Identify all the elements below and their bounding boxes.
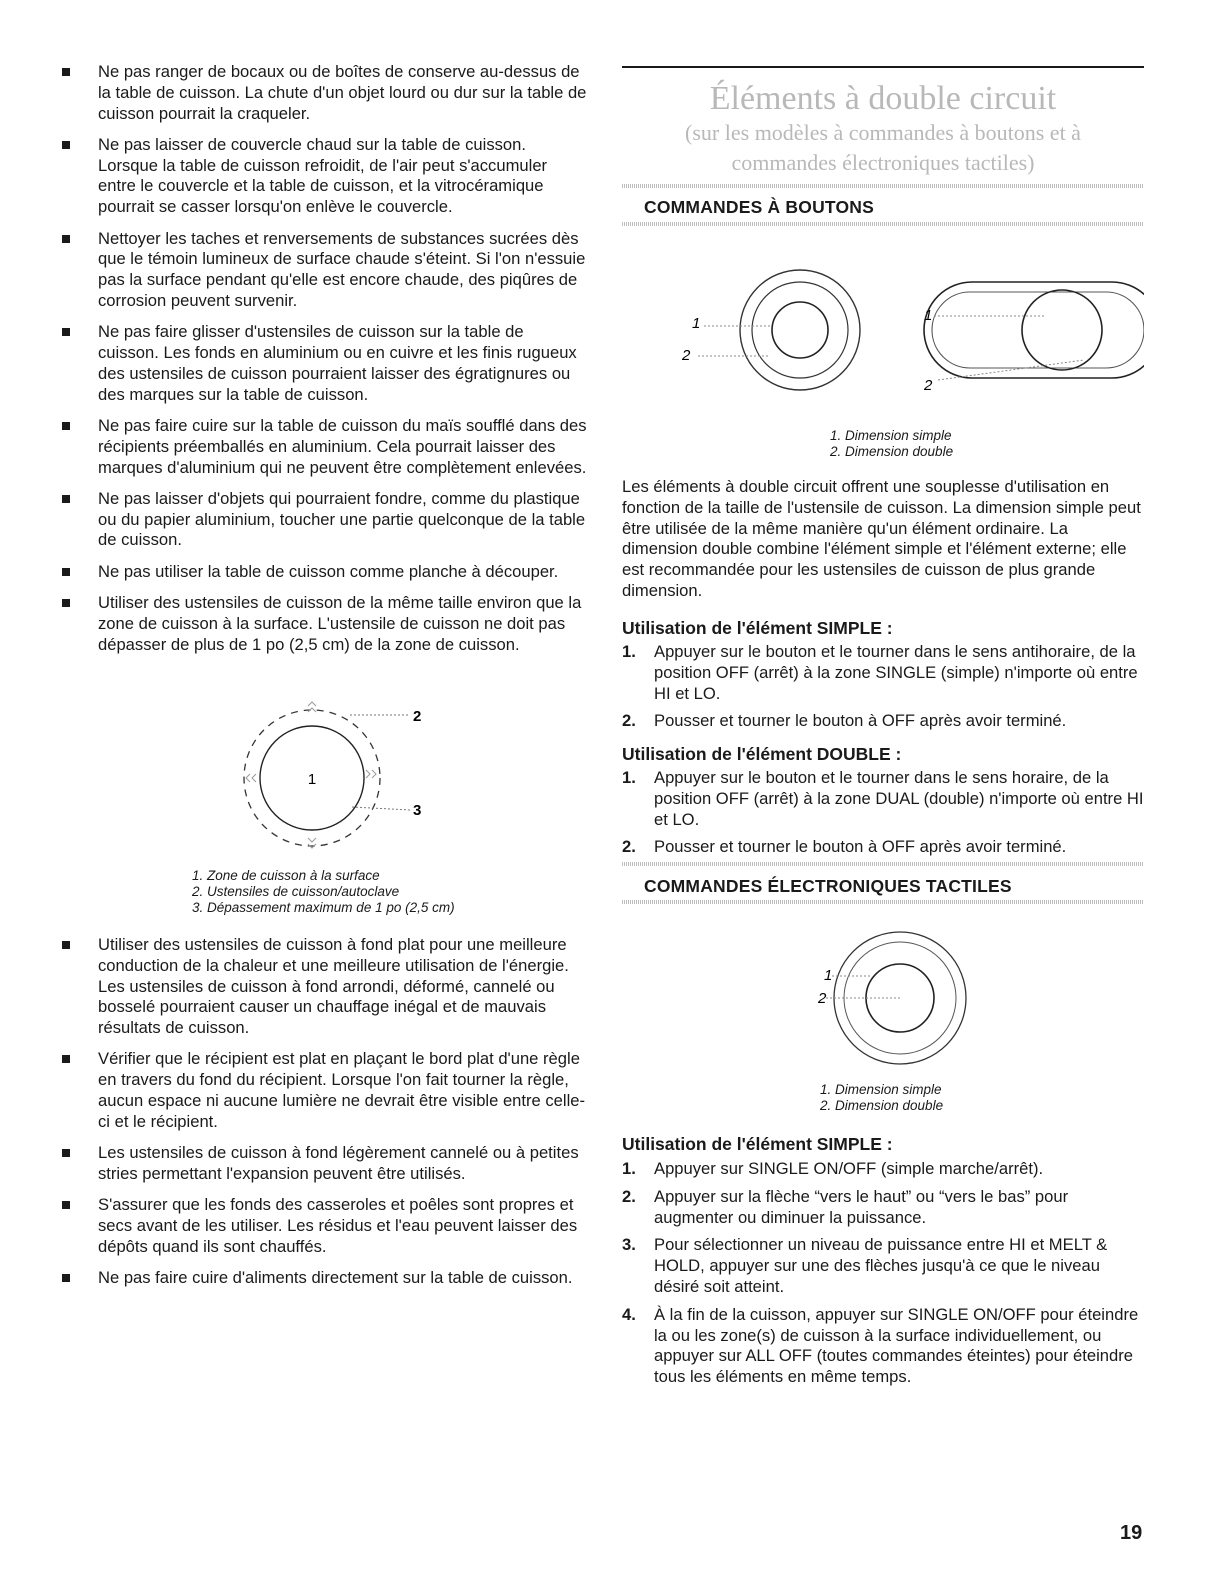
bullet-item [60, 322, 588, 405]
fig-label-1: 1 [824, 967, 833, 984]
touch-controls-heading: COMMANDES ÉLECTRONIQUES TACTILES [644, 876, 1012, 896]
knob-dual-element-diagram [644, 268, 1144, 408]
fig-label-2: 2 [682, 347, 691, 364]
bullet-text: Nettoyer les taches et renversements de substances sucrées dès que le témoin lumineux de surface chaude s'éteint. Si l'on n'essuie pas la surface pendant qu'elle est encore chaude, des piqûres de corrosion peuvent survenir. [98, 228, 586, 310]
hatch-divider [622, 184, 1144, 188]
square-bullet-icon [62, 422, 70, 430]
fig-label-1: 1 [307, 771, 317, 788]
step-item [622, 1235, 1144, 1297]
fig-label-2: 2 [818, 990, 827, 1007]
bullet-item [60, 1268, 588, 1289]
square-bullet-icon [62, 599, 70, 607]
step-number: 1. [622, 642, 636, 661]
square-bullet-icon [62, 328, 70, 336]
step-number: 1. [622, 768, 636, 787]
touch-dual-element-diagram [802, 928, 982, 1068]
hatch-divider [622, 862, 1144, 866]
bullet-text: Ne pas utiliser la table de cuisson comme planche à découper. [98, 561, 559, 581]
bullet-item [60, 489, 588, 551]
caption-line: 1. Dimension simple [820, 1082, 942, 1097]
step-number: 1. [622, 1159, 636, 1178]
step-text: Appuyer sur SINGLE ON/OFF (simple marche/arrêt). [654, 1159, 1044, 1178]
hatch-divider [622, 222, 1144, 226]
cookware-size-diagram [230, 698, 510, 860]
bullet-text: Ne pas laisser de couvercle chaud sur la table de cuisson. Lorsque la table de cuisson refroidit, de l'air peut s'accumuler entre le couvercle et la table de cuisson, et la vitrocéramique pourrait se casser lorsqu'on enlève le couvercle. [98, 134, 548, 217]
touch-figure-caption [820, 1082, 943, 1114]
bullet-item [60, 416, 588, 478]
step-number: 2. [622, 711, 636, 731]
bullet-text: Ne pas laisser d'objets qui pourraient fondre, comme du plastique ou du papier aluminium, toucher une partie quelconque de la table de cuisson. [98, 488, 586, 550]
fig-label-1: 1 [924, 307, 933, 324]
square-bullet-icon [62, 1201, 70, 1209]
section-subtitle [622, 118, 1144, 178]
fig-label-1: 1 [692, 315, 701, 332]
caption-line: 1. Dimension simple [830, 428, 952, 443]
knob-single-steps [622, 642, 1144, 739]
bullet-text: Ne pas faire cuire d'aliments directement sur la table de cuisson. [98, 1268, 573, 1288]
bullet-item [60, 593, 588, 655]
section-top-rule [622, 66, 1144, 68]
fig-label-3: 3 [413, 802, 422, 819]
bullet-item [60, 562, 588, 583]
bullet-text: Ne pas faire cuire sur la table de cuisson du maïs soufflé dans des récipients préemballés en aluminium. Cela pourrait laisser des marques d'aluminium qui ne peuvent être complètement enlevées. [98, 415, 587, 477]
subtitle-line: (sur les modèles à commandes à boutons et à [685, 120, 1081, 145]
bullet-text: Utiliser des ustensiles de cuisson à fond plat pour une meilleure conduction de la chaleur et une meilleure utilisation de l'énergie. Les ustensiles de cuisson à fond arrondi, déformé, cannelé ou bosselé pourraient causer un chauffage inégal et de mauvais résultats de cuisson. [98, 935, 569, 1038]
square-bullet-icon [62, 1149, 70, 1157]
caption-line: 1. Zone de cuisson à la surface [192, 868, 380, 883]
step-number: 2. [622, 837, 636, 857]
touch-single-steps [622, 1159, 1144, 1395]
square-bullet-icon [62, 235, 70, 243]
step-item [622, 837, 1144, 858]
bullet-text: Les ustensiles de cuisson à fond légèrement cannelé ou à petites stries permettant l'expansion peuvent être utilisés. [98, 1143, 579, 1183]
bullet-item [60, 135, 588, 218]
step-item [622, 711, 1144, 732]
step-item [622, 642, 1144, 704]
dual-element-intro: Les éléments à double circuit offrent une souplesse d'utilisation en fonction de la taille de l'ustensile de cuisson. La dimension simple peut être utilisée de la même manière qu'un élément ordinaire. La dimension double combine l'élément simple et l'élément externe; elle est recommandée pour les ustensiles de cuisson de plus grande dimension. [622, 477, 1141, 600]
bullet-text: Ne pas ranger de bocaux ou de boîtes de conserve au-dessus de la table de cuisson. La chute d'un objet lourd ou dur sur la table de cuisson pourrait la craqueler. [98, 62, 587, 123]
caption-line: 3. Dépassement maximum de 1 po (2,5 cm) [192, 900, 455, 915]
step-item [622, 1159, 1144, 1180]
step-text: Appuyer sur le bouton et le tourner dans le sens antihoraire, de la position OFF (arrêt) à la zone SINGLE (simple) n'importe où entre HI et LO. [654, 642, 1138, 703]
knob-double-steps [622, 768, 1144, 865]
touch-single-heading: Utilisation de l'élément SIMPLE : [622, 1134, 893, 1154]
hatch-divider [622, 900, 1144, 904]
caption-line: 2. Ustensiles de cuisson/autoclave [192, 884, 400, 899]
step-text: Pousser et tourner le bouton à OFF après avoir terminé. [654, 711, 1067, 731]
step-text: Pour sélectionner un niveau de puissance entre HI et MELT & HOLD, appuyer sur une des flèches jusqu'à ce que le niveau désiré soit atteint. [654, 1235, 1108, 1296]
step-text: Appuyer sur le bouton et le tourner dans le sens horaire, de la position OFF (arrêt) à la zone DUAL (double) n'importe où entre HI et LO. [654, 768, 1144, 829]
step-text: Pousser et tourner le bouton à OFF après avoir terminé. [654, 837, 1067, 857]
bullet-item [60, 935, 588, 1039]
knob-double-heading: Utilisation de l'élément DOUBLE : [622, 744, 902, 764]
step-item [622, 1187, 1144, 1229]
cookware-tips-list-continued [60, 935, 588, 1299]
step-number: 2. [622, 1186, 636, 1206]
knob-figure-caption [830, 428, 953, 460]
bullet-text: Ne pas faire glisser d'ustensiles de cuisson sur la table de cuisson. Les fonds en aluminium ou en cuivre et les finis rugueux des ustensiles de cuisson pourraient laisser des égratignures ou des marques sur la table de cuisson. [98, 322, 577, 404]
step-item [622, 1305, 1144, 1388]
figure-caption [192, 868, 455, 916]
bullet-item [60, 1049, 588, 1132]
bullet-item [60, 62, 588, 124]
section-title: Éléments à double circuit [709, 80, 1057, 117]
square-bullet-icon [62, 1055, 70, 1063]
step-item [622, 768, 1144, 830]
bullet-text: Vérifier que le récipient est plat en plaçant le bord plat d'une règle en travers du fond du récipient. Lorsque l'on fait tourner la règle, aucun espace ni aucune lumière ne devrait être visible entre celle-ci et le récipient. [98, 1049, 586, 1131]
caption-line: 2. Dimension double [830, 444, 954, 459]
step-text: À la fin de la cuisson, appuyer sur SINGLE ON/OFF pour éteindre la ou les zone(s) de cuisson à la surface individuellement, ou appuyer sur ALL OFF (toutes commandes éteintes) pour éteindre tous les éléments en même temps. [654, 1304, 1139, 1387]
step-text: Appuyer sur la flèche “vers le haut” ou “vers le bas” pour augmenter ou diminuer la puissance. [654, 1186, 1069, 1227]
fig-label-2: 2 [413, 708, 422, 725]
bullet-item [60, 1195, 588, 1257]
fig-label-2: 2 [924, 377, 933, 394]
page-number: 19 [1120, 1522, 1143, 1544]
step-number: 4. [622, 1304, 636, 1324]
square-bullet-icon [62, 568, 70, 576]
knob-single-heading: Utilisation de l'élément SIMPLE : [622, 618, 893, 638]
square-bullet-icon [62, 68, 70, 76]
bullet-item [60, 229, 588, 312]
knob-controls-heading: COMMANDES À BOUTONS [644, 197, 875, 217]
subtitle-line: commandes électroniques tactiles) [731, 150, 1035, 175]
bullet-text: Utiliser des ustensiles de cuisson de la même taille environ que la zone de cuisson à la surface. L'ustensile de cuisson ne doit pas dépasser de plus de 1 po (2,5 cm) de la zone de cuisson. [98, 593, 582, 654]
square-bullet-icon [62, 495, 70, 503]
square-bullet-icon [62, 1274, 70, 1282]
square-bullet-icon [62, 141, 70, 149]
caption-line: 2. Dimension double [820, 1098, 944, 1113]
cookware-tips-list [60, 62, 588, 666]
square-bullet-icon [62, 941, 70, 949]
bullet-text: S'assurer que les fonds des casseroles et poêles sont propres et secs avant de les utiliser. Les résidus et l'eau peuvent laisser des dépôts quand ils sont chauffés. [98, 1195, 578, 1256]
step-number: 3. [622, 1235, 636, 1255]
bullet-item [60, 1143, 588, 1185]
